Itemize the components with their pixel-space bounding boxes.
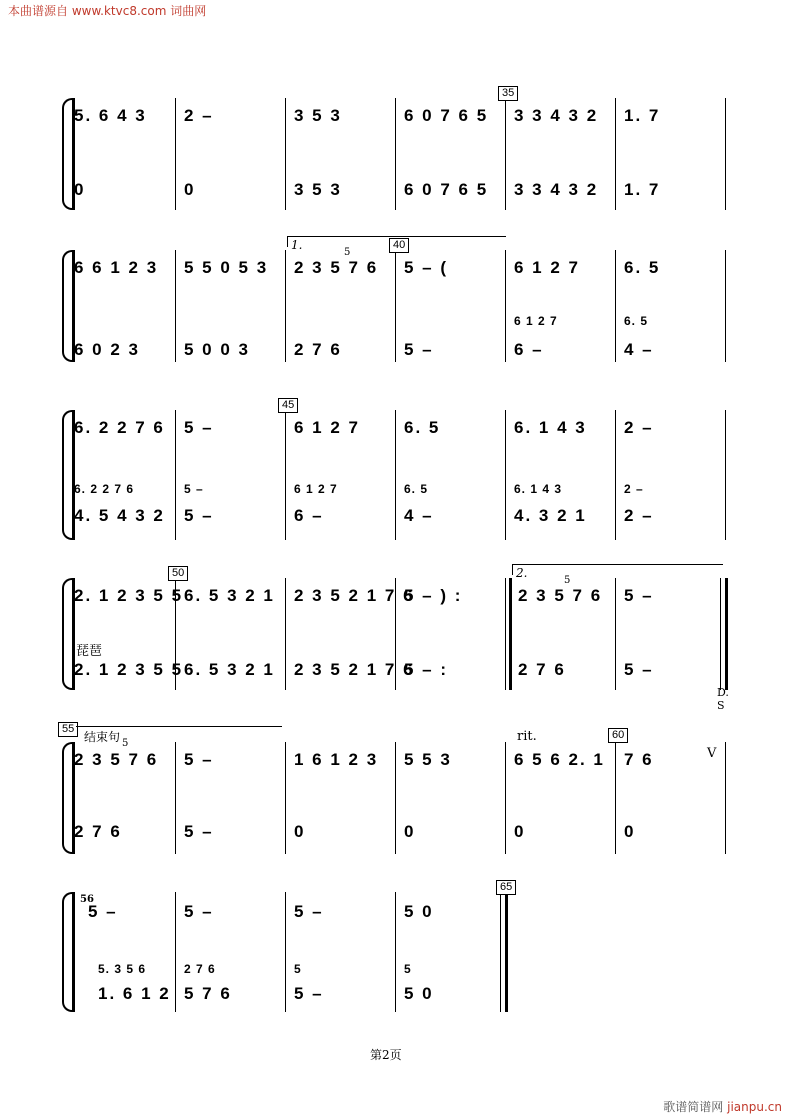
- coda-label: 结束句: [84, 730, 121, 744]
- barline: [615, 410, 616, 540]
- repeat-barline: [509, 578, 512, 690]
- barline: [285, 578, 286, 690]
- watermark-text: 歌谱简谱网: [663, 1100, 724, 1114]
- barline: [285, 250, 286, 362]
- measure-notes-top: 6. 5: [404, 418, 441, 437]
- measure-notes-bottom: 0: [74, 180, 86, 199]
- barline: [725, 742, 726, 854]
- measure-notes-bottom: 5 0: [404, 984, 434, 1003]
- measure-notes-bottom: 5 –: [184, 506, 214, 525]
- final-barline-thick: [725, 578, 728, 690]
- barline: [505, 410, 506, 540]
- measure-notes-top: 5. 6 4 3: [74, 106, 147, 125]
- measure-notes-bottom: 2 7 6: [294, 340, 342, 359]
- barline: [615, 742, 616, 854]
- measure-notes-bottom: 5 –: [184, 822, 214, 841]
- measure-notes-bottom: 0: [514, 822, 526, 841]
- measure-notes-top: 6. 1 4 3: [514, 418, 587, 437]
- measure-notes-bottom: 0: [624, 822, 636, 841]
- measure-notes-top: 6 0 7 6 5: [404, 106, 489, 125]
- page-number: 第2页: [370, 1048, 402, 1062]
- measure-notes-bottom: 6 0 2 3: [74, 340, 140, 359]
- measure-notes-top: 3 3 4 3 2: [514, 106, 599, 125]
- measure-notes-bottom: 5 –: [294, 984, 324, 1003]
- measure-notes-mid: 5: [404, 962, 412, 976]
- barline: [175, 742, 176, 854]
- barline: [725, 98, 726, 210]
- measure-notes-mid: 6. 5: [404, 482, 429, 496]
- measure-number: 60: [608, 728, 628, 743]
- barline: [395, 98, 396, 210]
- instrument-label: 琵琶: [76, 644, 103, 659]
- measure-notes-bottom: 4. 5 4 3 2: [74, 506, 165, 525]
- measure-number: 45: [278, 398, 298, 413]
- measure-notes-bottom: 1. 7: [624, 180, 661, 199]
- measure-notes-top: 1. 7: [624, 106, 661, 125]
- score-system-3: [62, 399, 734, 540]
- grace-note: 56: [80, 894, 94, 905]
- measure-notes-top: 5 – ) :: [404, 586, 463, 605]
- watermark: [663, 1098, 782, 1115]
- measure-notes-top: 5 – (: [404, 258, 449, 277]
- final-barline-thick: [505, 892, 508, 1012]
- barline: [175, 250, 176, 362]
- barline: [615, 250, 616, 362]
- measure-notes-top: 7 6: [624, 750, 654, 769]
- barline: [285, 98, 286, 210]
- measure-notes-bottom: 1. 6 1 2: [98, 984, 171, 1003]
- final-barline-thin: [720, 578, 721, 690]
- measure-notes-top: 1 6 1 2 3: [294, 750, 379, 769]
- measure-notes-top: 5 –: [624, 586, 654, 605]
- measure-notes-bottom: 5 0 0 3: [184, 340, 250, 359]
- measure-notes-top: 5 –: [184, 750, 214, 769]
- measure-number: 40: [389, 238, 409, 253]
- barline: [615, 98, 616, 210]
- measure-notes-bottom: 6 –: [514, 340, 544, 359]
- measure-notes-top: 6 6 1 2 3: [74, 258, 159, 277]
- score-system-1: [62, 87, 734, 210]
- barline: [505, 578, 506, 690]
- measure-notes-top: 5 5 0 5 3: [184, 258, 269, 277]
- grace-note: 5: [564, 575, 571, 586]
- volta-label: 2.: [516, 566, 528, 580]
- measure-notes-bottom: 5 – :: [404, 660, 449, 679]
- measure-notes-bottom: 0: [404, 822, 416, 841]
- barline: [285, 892, 286, 1012]
- measure-notes-top: 2 –: [184, 106, 214, 125]
- measure-notes-top: 6 1 2 7: [514, 258, 580, 277]
- measure-notes-bottom: 5 7 6: [184, 984, 232, 1003]
- grace-note: 5: [122, 738, 129, 749]
- measure-notes-bottom: 6 –: [294, 506, 324, 525]
- measure-notes-top: 6. 2 2 7 6: [74, 418, 165, 437]
- measure-notes-top: 6 5 6 2. 1: [514, 750, 605, 769]
- measure-notes-top: 5 –: [184, 902, 214, 921]
- measure-notes-bottom: 2 7 6: [74, 822, 122, 841]
- measure-notes-bottom: 3 5 3: [294, 180, 342, 199]
- barline: [175, 410, 176, 540]
- measure-notes-bottom: 4 –: [624, 340, 654, 359]
- barline: [395, 892, 396, 1012]
- measure-notes-top: 5 –: [88, 902, 118, 921]
- measure-notes-mid: 5: [294, 962, 302, 976]
- measure-notes-mid: 6 1 2 7: [294, 482, 338, 496]
- measure-notes-mid: 6. 5: [624, 314, 649, 328]
- measure-notes-top: 5 0: [404, 902, 434, 921]
- system-barline-thick: [72, 892, 75, 1012]
- dal-segno-mark: D. S: [717, 686, 729, 712]
- score-system-6: [62, 881, 513, 1012]
- measure-notes-bottom: 5 –: [404, 340, 434, 359]
- score-system-2: [62, 238, 734, 362]
- measure-notes-mid: 6. 2 2 7 6: [74, 482, 135, 496]
- measure-notes-bottom: 2 –: [624, 506, 654, 525]
- measure-notes-bottom: 6. 5 3 2 1: [184, 660, 275, 679]
- measure-notes-bottom: 6 0 7 6 5: [404, 180, 489, 199]
- measure-notes-top: 2 3 5 2 1 7 6: [294, 586, 415, 605]
- source-header: 本曲谱源自 www.ktvc8.com 词曲网: [8, 4, 207, 18]
- barline: [175, 892, 176, 1012]
- watermark-url: jianpu.cn: [727, 1100, 782, 1114]
- measure-number: 50: [168, 566, 188, 581]
- barline: [615, 578, 616, 690]
- barline: [725, 410, 726, 540]
- barline: [505, 250, 506, 362]
- measure-notes-mid: 6 1 2 7: [514, 314, 558, 328]
- measure-notes-bottom: 2 3 5 2 1 7 6: [294, 660, 415, 679]
- barline: [285, 410, 286, 540]
- barline: [285, 742, 286, 854]
- measure-notes-bottom: 0: [184, 180, 196, 199]
- measure-notes-top: 5 –: [184, 418, 214, 437]
- measure-notes-top: 2 –: [624, 418, 654, 437]
- measure-notes-top: 2 3 5 7 6: [518, 586, 603, 605]
- measure-notes-bottom: 3 3 4 3 2: [514, 180, 599, 199]
- measure-notes-top: 3 5 3: [294, 106, 342, 125]
- measure-notes-top: 6 1 2 7: [294, 418, 360, 437]
- measure-notes-top: 2 3 5 7 6: [74, 750, 159, 769]
- measure-notes-mid: 5. 3 5 6: [98, 962, 147, 976]
- measure-number: 35: [498, 86, 518, 101]
- barline: [725, 250, 726, 362]
- barline: [505, 98, 506, 210]
- grace-note: 5: [344, 247, 351, 258]
- barline: [395, 250, 396, 362]
- barline: [395, 742, 396, 854]
- measure-notes-top: 5 5 3: [404, 750, 452, 769]
- measure-notes-top: 2. 1 2 3 5 5: [74, 586, 184, 605]
- volta-label: 1.: [291, 238, 303, 252]
- measure-notes-mid: 5 –: [184, 482, 204, 496]
- measure-number: 55: [58, 722, 78, 737]
- measure-notes-top: 2 3 5 7 6: [294, 258, 379, 277]
- measure-notes-bottom: 2 7 6: [518, 660, 566, 679]
- measure-notes-top: 5 –: [294, 902, 324, 921]
- measure-notes-top: 6. 5: [624, 258, 661, 277]
- second-ending-bracket: [512, 564, 723, 575]
- measure-number: 65: [496, 880, 516, 895]
- measure-notes-top: 6. 5 3 2 1: [184, 586, 275, 605]
- ritardando-mark: rit.: [517, 729, 537, 744]
- measure-notes-bottom: 2. 1 2 3 5 5: [74, 660, 184, 679]
- final-barline-thin: [500, 892, 501, 1012]
- measure-notes-bottom: 0: [294, 822, 306, 841]
- measure-notes-mid: 2 –: [624, 482, 644, 496]
- barline: [395, 410, 396, 540]
- measure-notes-bottom: 4. 3 2 1: [514, 506, 587, 525]
- measure-notes-mid: 6. 1 4 3: [514, 482, 563, 496]
- breath-mark: V: [707, 746, 717, 761]
- measure-notes-bottom: 5 –: [624, 660, 654, 679]
- score-system-4: [62, 566, 734, 712]
- barline: [175, 98, 176, 210]
- measure-notes-bottom: 4 –: [404, 506, 434, 525]
- score-system-5: [62, 723, 734, 854]
- measure-notes-mid: 2 7 6: [184, 962, 216, 976]
- barline: [505, 742, 506, 854]
